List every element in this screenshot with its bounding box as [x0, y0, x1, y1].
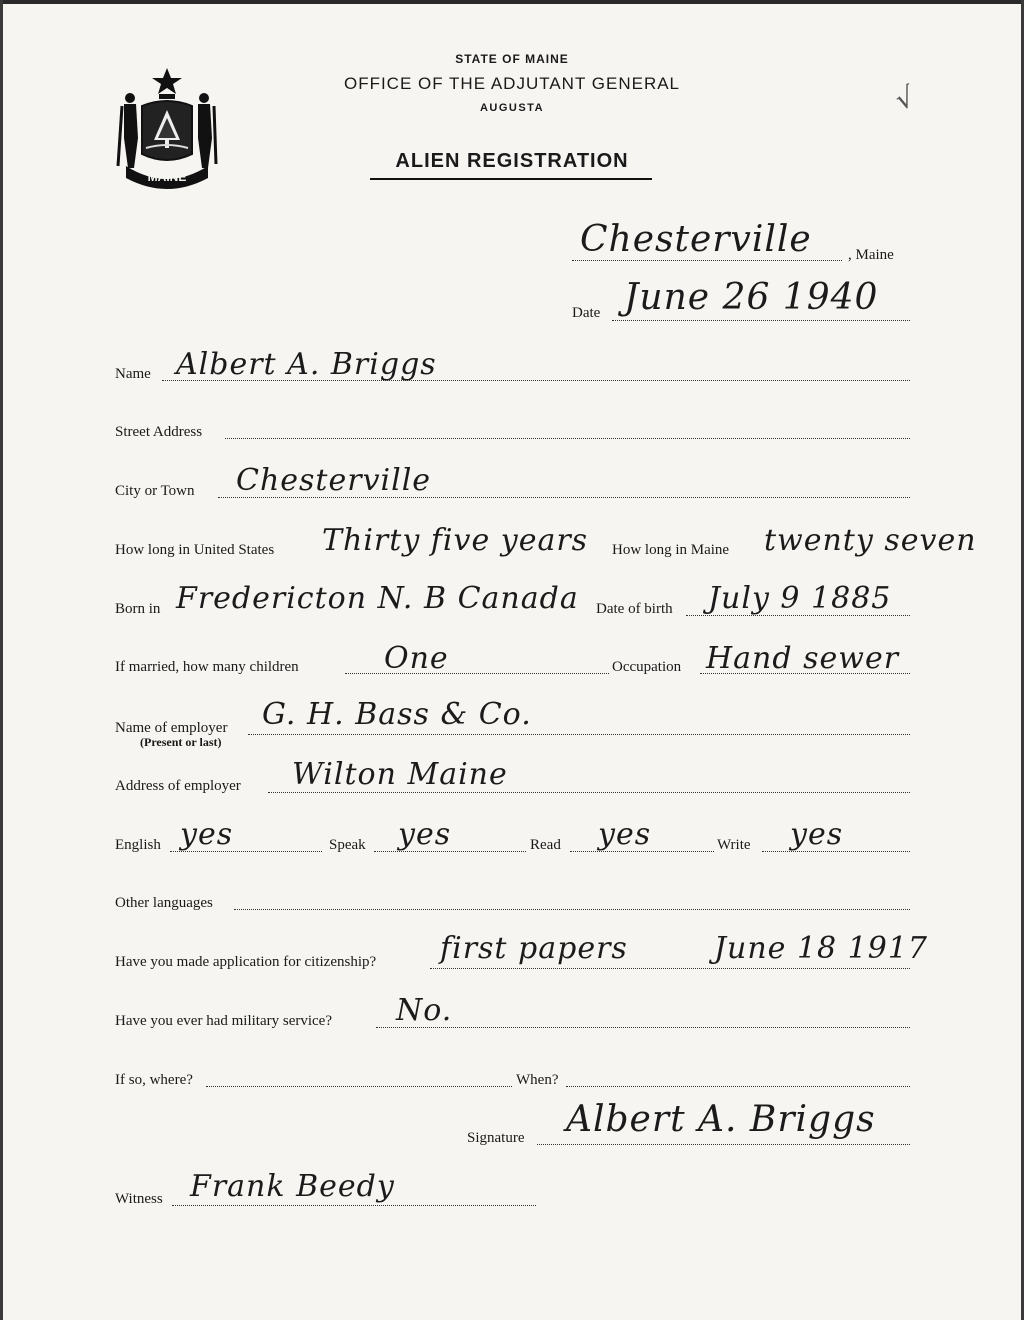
- birthplace-label: Born in: [115, 601, 161, 617]
- when-line: [566, 1086, 910, 1087]
- header-state: STATE OF MAINE: [455, 52, 569, 66]
- signature-line: [537, 1144, 910, 1145]
- citizenship-line: [430, 968, 910, 969]
- military-line: [376, 1027, 910, 1028]
- speak-label: Speak: [329, 837, 366, 853]
- witness-line: [172, 1205, 536, 1206]
- witness-value: Frank Beedy: [190, 1169, 395, 1204]
- name-value: Albert A. Briggs: [176, 347, 437, 382]
- english-value: yes: [180, 817, 234, 852]
- military-label: Have you ever had military service?: [115, 1013, 332, 1029]
- write-label: Write: [717, 837, 751, 853]
- children-label: If married, how many children: [115, 659, 299, 675]
- witness-label: Witness: [115, 1191, 163, 1207]
- citizenship-value: first papers: [440, 931, 628, 966]
- seal-banner-text: MAINE: [147, 170, 187, 184]
- date-line: [612, 320, 910, 321]
- employer-value: G. H. Bass & Co.: [262, 697, 532, 732]
- where-label: If so, where?: [115, 1072, 193, 1088]
- where-line: [206, 1086, 512, 1087]
- children-value: One: [384, 641, 449, 676]
- other-languages-line: [234, 909, 910, 910]
- date-label: Date: [572, 305, 601, 321]
- employer-line: [248, 734, 910, 735]
- employer-address-line: [268, 792, 910, 793]
- street-line: [225, 438, 910, 439]
- english-label: English: [115, 837, 161, 853]
- scan-edge-left: [0, 0, 3, 1320]
- town-suffix: , Maine: [848, 247, 894, 263]
- maine-duration-label: How long in Maine: [612, 542, 730, 558]
- town-line: [572, 260, 842, 261]
- signature-value: Albert A. Briggs: [566, 1099, 876, 1140]
- occupation-value: Hand sewer: [706, 641, 900, 676]
- signature-label: Signature: [467, 1130, 525, 1146]
- speak-value: yes: [398, 817, 452, 852]
- birthplace-value: Fredericton N. B Canada: [176, 581, 579, 616]
- header-city: AUGUSTA: [479, 102, 545, 114]
- employer-sublabel: (Present or last): [140, 735, 222, 749]
- other-languages-label: Other languages: [115, 895, 213, 911]
- when-label: When?: [516, 1072, 559, 1088]
- birthdate-label: Date of birth: [596, 601, 673, 617]
- street-label: Street Address: [115, 424, 203, 440]
- city-value: Chesterville: [236, 463, 432, 498]
- read-value: yes: [598, 817, 652, 852]
- date-value: June 26 1940: [624, 277, 879, 318]
- header-office: OFFICE OF THE ADJUTANT GENERAL: [343, 74, 681, 93]
- title-underline: [370, 178, 652, 180]
- military-value: No.: [396, 993, 453, 1028]
- birthdate-value: July 9 1885: [708, 581, 892, 616]
- citizenship-label: Have you made application for citizenship?: [115, 954, 377, 970]
- town-value: Chesterville: [580, 219, 812, 260]
- us-duration-label: How long in United States: [115, 542, 275, 558]
- scan-edge-top: [0, 0, 1024, 4]
- citizenship-date: June 18 1917: [714, 931, 929, 966]
- maine-duration-value: twenty seven: [764, 523, 977, 558]
- occupation-label: Occupation: [612, 659, 682, 675]
- employer-label: Name of employer: [115, 720, 228, 736]
- form-title: ALIEN REGISTRATION: [395, 150, 629, 172]
- us-duration-value: Thirty five years: [322, 523, 589, 558]
- employer-address-value: Wilton Maine: [292, 757, 508, 792]
- read-label: Read: [530, 837, 561, 853]
- employer-address-label: Address of employer: [115, 778, 241, 794]
- name-label: Name: [115, 366, 151, 382]
- city-label: City or Town: [115, 483, 195, 499]
- check-mark-icon: √: [890, 79, 919, 118]
- write-value: yes: [790, 817, 844, 852]
